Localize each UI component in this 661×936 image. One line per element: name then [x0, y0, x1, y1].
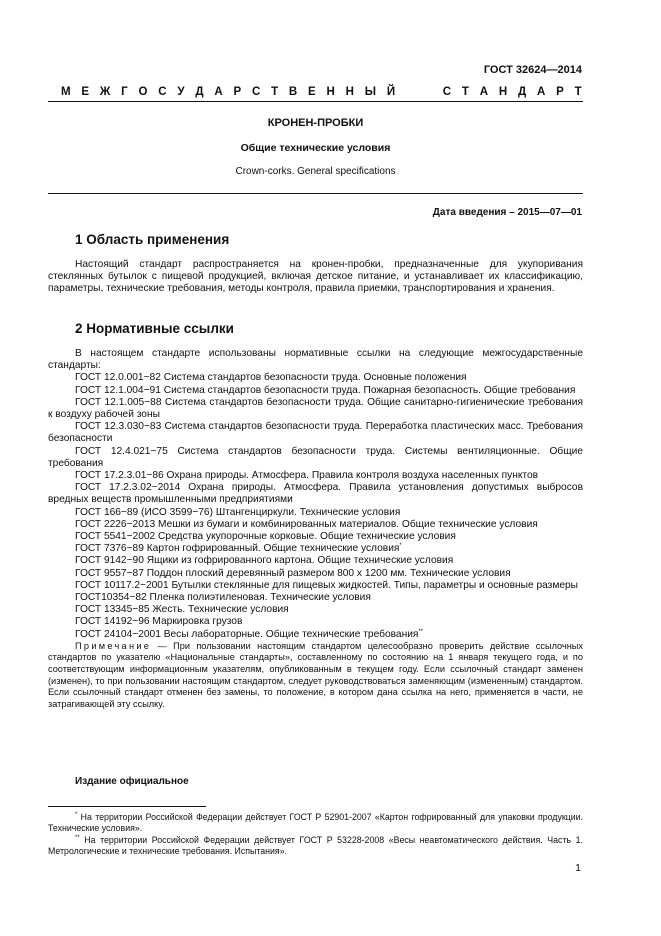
- banner-letter: Д: [195, 86, 204, 98]
- reference-text: ГОСТ 24104−2001 Весы лабораторные. Общие технические требования: [75, 628, 419, 640]
- banner-letter: Ж: [99, 86, 111, 98]
- reference-text: ГОСТ 12.4.021−75 Система стандартов безопасности труда. Системы вентиляционные. Общие требования: [48, 445, 583, 469]
- banner-letter: Т: [461, 86, 469, 98]
- reference-item: [48, 446, 583, 470]
- banner-gap: [406, 86, 432, 98]
- banner-letter: Т: [574, 86, 582, 98]
- reference-text: ГОСТ 166−89 (ИСО 3599−76) Штангенциркули. Технические условия: [75, 506, 401, 518]
- reference-item: [48, 372, 583, 384]
- footnote-text: На территории Российской Федерации действует ГОСТ Р 52901-2007 «Картон гофрированный для упаковки продукции. Технические условия».: [48, 812, 583, 834]
- document-title: КРОНЕН-ПРОБКИ: [267, 117, 364, 129]
- reference-item: [48, 555, 583, 567]
- reference-item: [48, 397, 583, 421]
- reference-item: [48, 629, 583, 641]
- reference-text: ГОСТ 12.3.030−83 Система стандартов безопасности труда. Переработка пластических масс. Требования безопасности: [48, 421, 583, 445]
- standard-code: ГОСТ 32624—2014: [483, 64, 582, 76]
- banner-letter: Г: [121, 86, 128, 98]
- official-edition-label: Издание официальное: [75, 776, 189, 787]
- reference-list: [48, 372, 583, 640]
- banner-letter: Р: [233, 86, 242, 98]
- reference-item: [48, 592, 583, 604]
- header-rule: [48, 101, 583, 102]
- section-1-heading: 1 Область применения: [75, 232, 230, 247]
- banner-letter: У: [177, 86, 185, 98]
- reference-item: [48, 385, 583, 397]
- banner-letter: Т: [271, 86, 279, 98]
- banner-letter: М: [61, 86, 71, 98]
- section-2-body: [48, 348, 583, 710]
- section-2-heading: 2 Нормативные ссылки: [75, 321, 234, 336]
- reference-text: ГОСТ 12.0.001−82 Система стандартов безопасности труда. Основные положения: [75, 372, 467, 384]
- reference-item: [48, 421, 583, 445]
- footnote-mark: **: [75, 834, 80, 841]
- reference-text: ГОСТ 10117.2−2001 Бутылки стеклянные для пищевых жидкостей. Типы, параметры и основные размеры: [75, 579, 578, 591]
- reference-item: [48, 507, 583, 519]
- banner-letter: Д: [517, 86, 527, 98]
- reference-text: ГОСТ 12.1.004−91 Система стандартов безопасности труда. Пожарная безопасность. Общие требования: [75, 384, 576, 396]
- note-paragraph: [48, 641, 583, 711]
- banner-letter: Й: [386, 86, 396, 98]
- banner-letter: Е: [308, 86, 316, 98]
- banner-letter: А: [214, 86, 223, 98]
- reference-item: [48, 568, 583, 580]
- footnote-item: [48, 835, 583, 858]
- reference-item: [48, 580, 583, 592]
- english-title: Crown-corks. General specifications: [235, 166, 396, 177]
- banner-letter: Е: [81, 86, 90, 98]
- banner-letter: С: [442, 86, 452, 98]
- banner-letter: С: [158, 86, 167, 98]
- reference-text: ГОСТ 13345−85 Жесть. Технические условия: [75, 604, 289, 616]
- footnote-item: [48, 812, 583, 835]
- banner-letter: Р: [556, 86, 564, 98]
- reference-text: ГОСТ 9142−90 Ящики из гофрированного картона. Общие технические условия: [75, 555, 454, 567]
- footnote-mark: **: [418, 628, 424, 635]
- banner-letter: Н: [345, 86, 354, 98]
- footnote-rule: [48, 806, 206, 807]
- banner-letter: Н: [498, 86, 508, 98]
- reference-item: [48, 604, 583, 616]
- banner-letter: С: [251, 86, 261, 98]
- document-subtitle: Общие технические условия: [240, 142, 391, 154]
- footnotes: [48, 812, 583, 858]
- reference-item: [48, 470, 583, 482]
- banner-letter: Н: [326, 86, 335, 98]
- reference-item: [48, 616, 583, 628]
- section-1-body: [48, 259, 583, 296]
- footnote-text: На территории Российской Федерации действует ГОСТ Р 53228-2008 «Весы неавтоматического действия. Часть 1. Метрологические и технические требования. Испытания».: [48, 834, 583, 857]
- reference-text: ГОСТ 17.2.3.02−2014 Охрана природы. Атмосфера. Правила установления допустимых выбросов вредных веществ промышленными предприятиями: [48, 482, 583, 506]
- introduction-date: Дата введения – 2015—07—01: [432, 207, 582, 218]
- banner-letter: А: [479, 86, 489, 98]
- reference-text: ГОСТ 17.2.3.01−86 Охрана природы. Атмосфера. Правила контроля воздуха населенных пунктов: [75, 470, 539, 482]
- note-label: Примечание: [75, 640, 152, 651]
- note-text: — При пользовании настоящим стандартом целесообразно проверить действие ссылочных стандартов по указателю «Национальные стандарты», составленному по состоянию на 1 января текущего года, и по соответствующим информационным указателям, опубликованным в текущем году. Если ссылочный стандарт заменен (изменен), то при пользовании настоящим стандартом, следует руководствоваться заменяющим (измененным) стандартом. Если ссылочный стандарт отменен без замены, то положение, в котором дана ссылка на него, применяется в части, не затрагивающей эту ссылку.: [48, 640, 583, 709]
- reference-item: [48, 519, 583, 531]
- reference-text: ГОСТ 5541−2002 Средства укупорочные корковые. Общие технические условия: [75, 531, 456, 543]
- title-rule: [48, 193, 583, 194]
- page-number: 1: [575, 862, 581, 874]
- reference-text: ГОСТ 9557−87 Поддон плоский деревянный размером 800 х 1200 мм. Технические условия: [75, 567, 511, 579]
- footnote-mark: *: [75, 812, 78, 818]
- interstate-standard-banner: [61, 86, 582, 98]
- reference-text: ГОСТ10354−82 Пленка полиэтиленовая. Технические условия: [75, 592, 371, 604]
- banner-letter: Ы: [364, 86, 377, 98]
- banner-letter: О: [138, 86, 148, 98]
- reference-text: ГОСТ 2226−2013 Мешки из бумаги и комбинированных материалов. Общие технические условия: [75, 518, 538, 530]
- footnote-mark: *: [399, 543, 402, 550]
- reference-text: ГОСТ 12.1.005−88 Система стандартов безопасности труда. Общие санитарно-гигиенические требования к воздуху рабочей зоны: [48, 396, 583, 421]
- banner-letter: В: [288, 86, 298, 98]
- reference-item: [48, 531, 583, 543]
- section-1-text: Настоящий стандарт распространяется на кронен-пробки, предназначенные для укупоривания стеклянных бутылок с пищевой продукцией, включая детское питание, и устанавливает их классификацию, параметры, технические требования, методы контроля, правила приемки, транспортирования и хранения.: [48, 259, 583, 295]
- reference-item: [48, 543, 583, 555]
- reference-item: [48, 482, 583, 506]
- reference-text: ГОСТ 7376−89 Картон гофрированный. Общие технические условия: [75, 543, 400, 555]
- banner-letter: А: [536, 86, 546, 98]
- section-2-intro: В настоящем стандарте использованы нормативные ссылки на следующие межгосударственные стандарты:: [48, 348, 583, 372]
- reference-text: ГОСТ 14192−96 Маркировка грузов: [75, 616, 243, 628]
